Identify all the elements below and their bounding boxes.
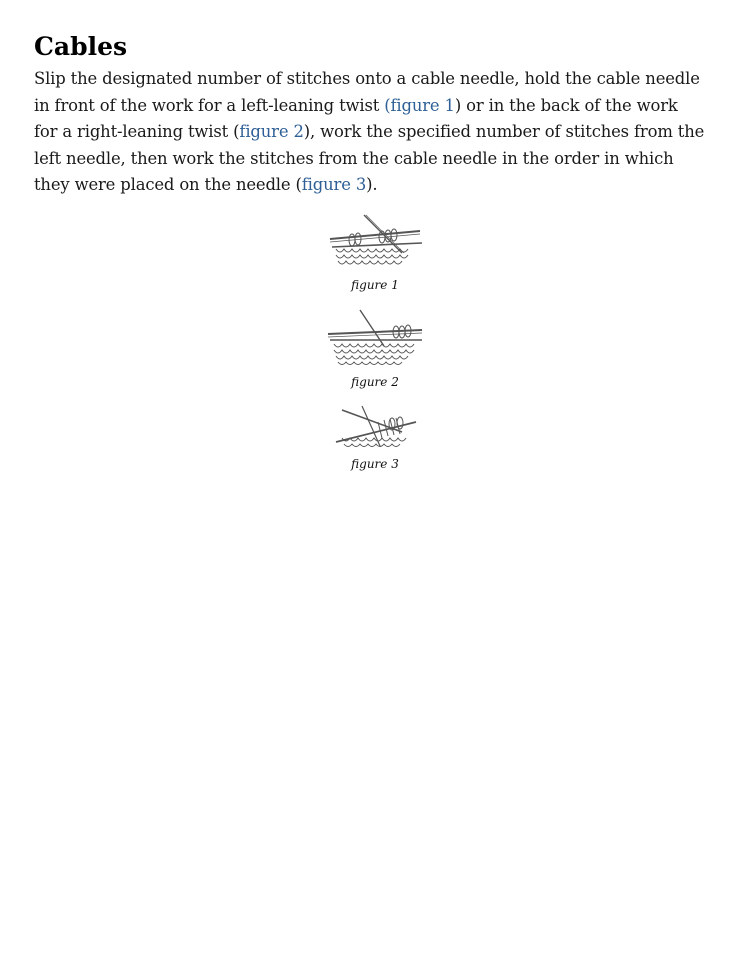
page-title: Cables xyxy=(34,32,128,61)
figure-2-link[interactable]: figure 2 xyxy=(239,122,304,141)
figure-3-caption: figure 3 xyxy=(351,457,399,471)
instruction-text-1: Slip the designated number of stitches onto a cable needle, hold the cable needle in front of the work for a left-leaning twist xyxy=(34,69,700,115)
instruction-text-3: ), work the specified number of stitches from the left needle, then work the stitches from the cable needle in the order in which they were placed on the needle ( xyxy=(34,122,705,194)
figure-1-caption: figure 1 xyxy=(351,278,399,292)
working-cable-stitches-illustration xyxy=(322,402,428,454)
figure-3-link[interactable]: figure 3 xyxy=(301,175,367,194)
figure-2 xyxy=(322,306,428,390)
article xyxy=(34,30,706,199)
instruction-text-4: ). xyxy=(366,175,378,194)
instruction-text-2: ) or in the back of the work for a right-leaning twist ( xyxy=(34,95,678,141)
figure-3 xyxy=(322,402,428,472)
figure-1-link[interactable]: (figure 1 xyxy=(384,95,455,115)
cable-instructions-paragraph xyxy=(34,66,706,199)
left-leaning-cable-illustration xyxy=(322,209,428,275)
right-leaning-cable-illustration xyxy=(322,306,428,372)
figure-2-caption: figure 2 xyxy=(351,375,399,389)
figure-1 xyxy=(322,209,428,293)
